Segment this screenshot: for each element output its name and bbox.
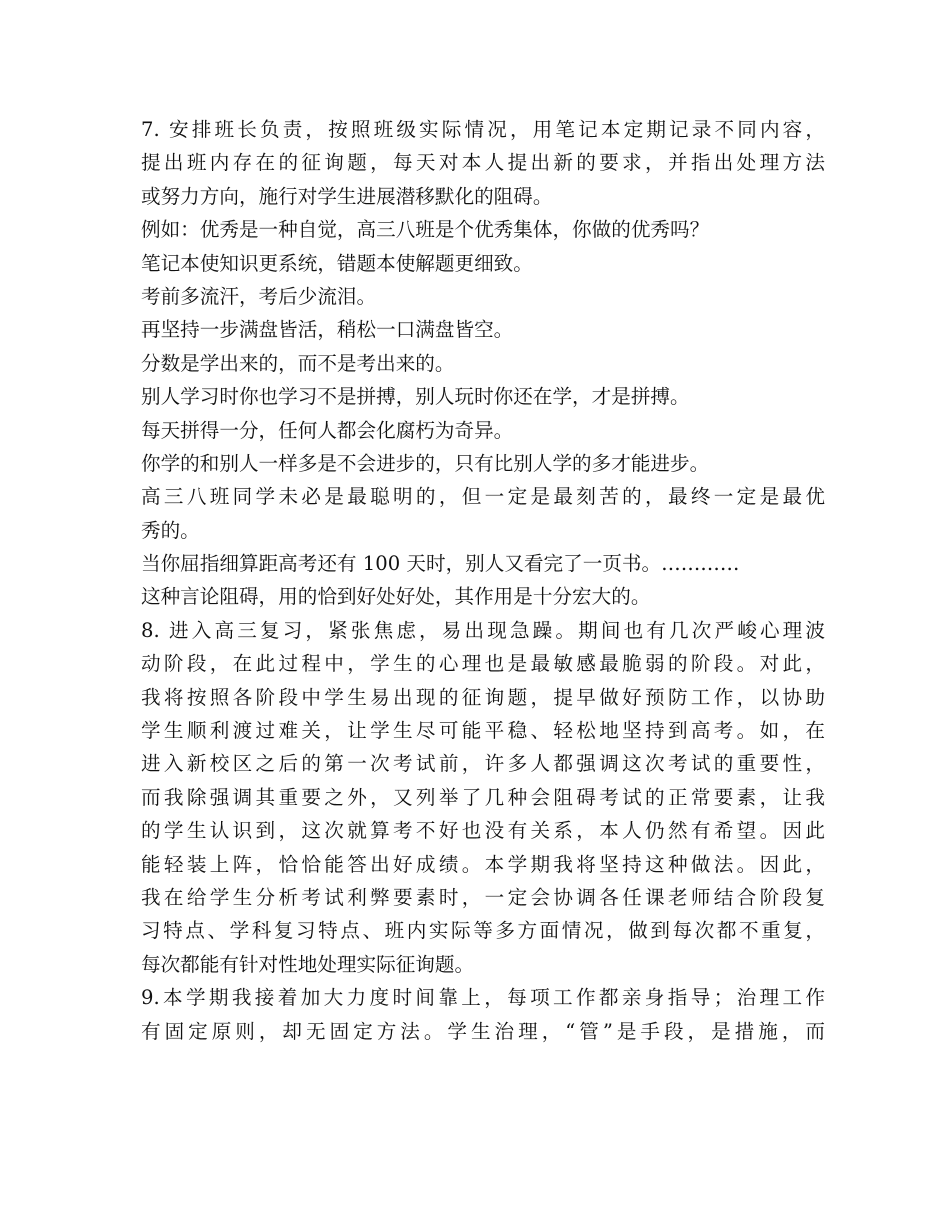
text-line: 或努力方向，施行对学生进展潜移默化的阻碍。 [141, 184, 553, 208]
text-line: 习特点、学科复习特点、班内实际等多方面情况，做到每次都不重复， [141, 919, 825, 943]
text-line: 进入新校区之后的第一次考试前，许多人都强调这次考试的重要性， [141, 752, 825, 776]
text-line: 8. 进入高三复习，紧张焦虑，易出现急躁。期间也有几次严峻心理波 [141, 618, 825, 642]
text-line: 分数是学出来的，而不是考出来的。 [141, 351, 455, 375]
text-line: 9.本学期我接着加大力度时间靠上，每项工作都亲身指导；治理工作 [141, 986, 825, 1010]
text-line: 当你屈指细算距高考还有 100 天时，别人又看完了一页书。………… [141, 552, 740, 576]
text-line: 你学的和别人一样多是不会进步的，只有比别人学的多才能进步。 [141, 451, 710, 475]
text-line: 我将按照各阶段中学生易出现的征询题，提早做好预防工作，以协助 [141, 685, 825, 709]
text-line: 考前多流汗，考后少流泪。 [141, 284, 377, 308]
text-line: 例如：优秀是一种自觉，高三八班是个优秀集体，你做的优秀吗？ [141, 218, 710, 242]
text-line: 别人学习时你也学习不是拼搏，别人玩时你还在学，才是拼搏。 [141, 385, 690, 409]
text-line: 7. 安排班长负责，按照班级实际情况，用笔记本定期记录不同内容， [141, 118, 825, 141]
text-line: 笔记本使知识更系统，错题本使解题更细致。 [141, 251, 533, 275]
text-line: 提出班内存在的征询题，每天对本人提出新的要求，并指出处理方法 [141, 151, 825, 175]
text-line: 每次都能有针对性地处理实际征询题。 [141, 952, 475, 976]
text-line: 有固定原则，却无固定方法。学生治理，“管”是手段，是措施，而 [141, 1019, 825, 1043]
text-line: 能轻装上阵，恰恰能答出好成绩。本学期我将坚持这种做法。因此， [141, 852, 825, 876]
text-line: 再坚持一步满盘皆活，稍松一口满盘皆空。 [141, 318, 514, 342]
text-line: 这种言论阻碍，用的恰到好处好处，其作用是十分宏大的。 [141, 585, 651, 609]
text-line: 我在给学生分析考试利弊要素时，一定会协调各任课老师结合阶段复 [141, 885, 825, 909]
text-line: 秀的。 [141, 518, 200, 542]
text-line: 高三八班同学未必是最聪明的，但一定是最刻苦的，最终一定是最优 [141, 485, 825, 509]
text-line: 动阶段，在此过程中，学生的心理也是最敏感最脆弱的阶段。对此， [141, 652, 825, 676]
text-line: 的学生认识到，这次就算考不好也没有关系，本人仍然有希望。因此 [141, 819, 825, 843]
text-line: 而我除强调其重要之外，又列举了几种会阻碍考试的正常要素，让我 [141, 785, 825, 809]
text-line: 每天拼得一分，任何人都会化腐朽为奇异。 [141, 418, 514, 442]
text-line: 学生顺利渡过难关，让学生尽可能平稳、轻松地坚持到高考。如，在 [141, 719, 825, 743]
document-body [141, 113, 825, 1048]
